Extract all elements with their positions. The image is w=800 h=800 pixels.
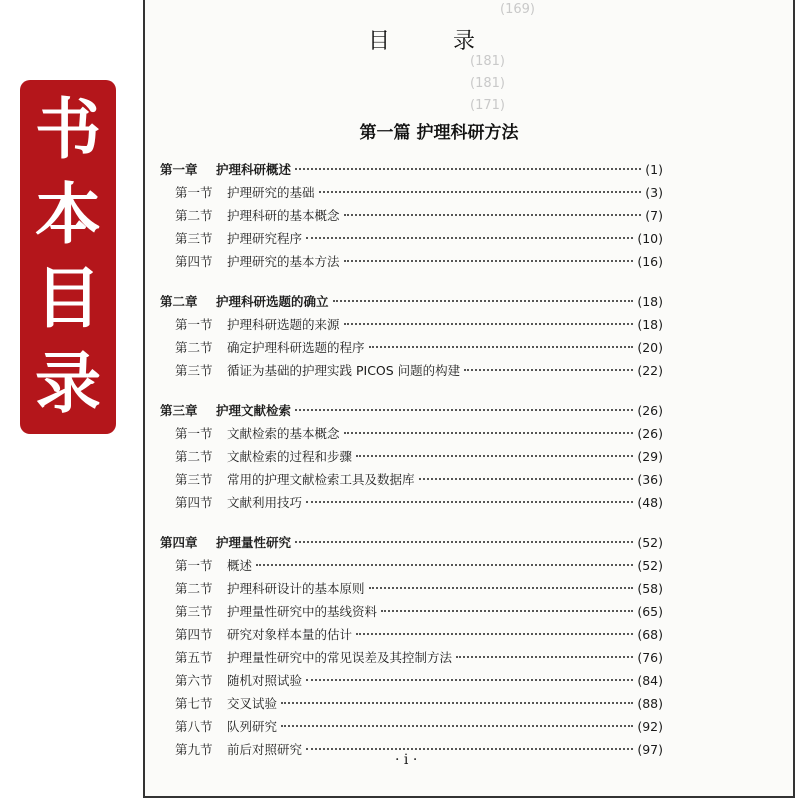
chapter-entry: [160, 533, 663, 556]
section-entry-title: 护理研究程序: [227, 231, 303, 246]
section-entry-number: 第二节: [175, 581, 213, 596]
section-entry-number: 第一节: [175, 317, 213, 332]
section-entry: [160, 470, 663, 493]
section-entry: [160, 183, 663, 206]
section-entry-number: 第五节: [175, 650, 213, 665]
section-entry-title: 研究对象样本量的估计: [227, 627, 353, 642]
chapter-entry-number: 第二章: [160, 294, 198, 309]
dot-leader: [344, 323, 634, 325]
section-entry-page: (92): [637, 719, 663, 734]
dot-leader: [369, 587, 634, 589]
section-entry-title: 循证为基础的护理实践 PICOS 问题的构建: [227, 363, 461, 378]
section-entry-number: 第四节: [175, 495, 213, 510]
section-entry-page: (16): [637, 254, 663, 269]
section-entry-page: (88): [637, 696, 663, 711]
chapter-entry-title: 护理科研概述: [216, 162, 292, 177]
section-entry-title: 常用的护理文献检索工具及数据库: [227, 472, 415, 487]
badge-char: 书: [35, 91, 101, 169]
section-entry-title: 护理量性研究中的常见误差及其控制方法: [227, 650, 453, 665]
dot-leader: [344, 260, 634, 262]
section-entry-title: 护理量性研究中的基线资料: [227, 604, 378, 619]
dot-leader: [306, 748, 633, 750]
section-entry: [160, 493, 663, 516]
section-entry-title: 护理科研选题的来源: [227, 317, 340, 332]
part-title: 第一篇 护理科研方法: [359, 123, 519, 143]
section-entry-page: (97): [637, 742, 663, 757]
section-entry-title: 护理科研的基本概念: [227, 208, 340, 223]
page-number-footer: · i ·: [395, 752, 418, 768]
dot-leader: [456, 656, 633, 658]
section-entry: [160, 424, 663, 447]
dot-leader: [295, 541, 633, 543]
chapter-entry-number: 第三章: [160, 403, 198, 418]
section-entry-title: 文献检索的过程和步骤: [227, 449, 353, 464]
section-entry-page: (65): [637, 604, 663, 619]
chapter-entry: [160, 160, 663, 183]
dot-leader: [419, 478, 634, 480]
dot-leader: [356, 455, 633, 457]
dot-leader: [356, 633, 633, 635]
section-entry-number: 第一节: [175, 185, 213, 200]
section-entry-number: 第一节: [175, 558, 213, 573]
section-entry-number: 第一节: [175, 426, 213, 441]
section-entry-page: (10): [637, 231, 663, 246]
section-entry: [160, 602, 663, 625]
section-entry-title: 确定护理科研选题的程序: [227, 340, 365, 355]
dot-leader: [306, 679, 633, 681]
section-entry-page: (18): [637, 317, 663, 332]
section-entry-number: 第三节: [175, 604, 213, 619]
section-entry-title: 护理科研设计的基本原则: [227, 581, 365, 596]
section-entry: [160, 447, 663, 470]
section-entry-page: (22): [637, 363, 663, 378]
section-entry: [160, 556, 663, 579]
section-entry-page: (52): [637, 558, 663, 573]
section-entry-title: 文献检索的基本概念: [227, 426, 340, 441]
section-entry-page: (76): [637, 650, 663, 665]
section-entry-page: (48): [637, 495, 663, 510]
section-entry-number: 第二节: [175, 208, 213, 223]
section-entry: [160, 361, 663, 384]
section-entry-number: 第四节: [175, 627, 213, 642]
section-entry: [160, 625, 663, 648]
section-entry: [160, 694, 663, 717]
section-entry-title: 文献利用技巧: [227, 495, 303, 510]
section-entry-page: (20): [637, 340, 663, 355]
chapter-entry-title: 护理量性研究: [216, 535, 292, 550]
badge-char: 目: [35, 260, 101, 338]
table-of-contents: [160, 160, 663, 763]
chapter-entry-page: (26): [637, 403, 663, 418]
section-entry-page: (84): [637, 673, 663, 688]
dot-leader: [295, 409, 633, 411]
section-entry-page: (58): [637, 581, 663, 596]
section-entry: [160, 338, 663, 361]
section-entry: [160, 648, 663, 671]
bleed-through-text: (169): [500, 2, 535, 17]
dot-leader: [306, 237, 633, 239]
chapter-entry-page: (18): [637, 294, 663, 309]
bleed-through-text: (181): [470, 54, 505, 69]
badge-char: 录: [35, 344, 101, 422]
chapter-entry: [160, 401, 663, 424]
section-entry-number: 第七节: [175, 696, 213, 711]
section-entry-page: (7): [645, 208, 663, 223]
section-entry: [160, 229, 663, 252]
section-entry-number: 第九节: [175, 742, 213, 757]
dot-leader: [281, 725, 633, 727]
dot-leader: [344, 214, 642, 216]
section-entry-title: 概述: [227, 558, 253, 573]
chapter-entry-title: 护理文献检索: [216, 403, 292, 418]
chapter-entry: [160, 292, 663, 315]
chapter-entry-page: (1): [645, 162, 663, 177]
dot-leader: [369, 346, 634, 348]
section-entry: [160, 717, 663, 740]
dot-leader: [256, 564, 633, 566]
section-entry-number: 第六节: [175, 673, 213, 688]
chapter-entry-number: 第一章: [160, 162, 198, 177]
section-entry-title: 护理研究的基本方法: [227, 254, 340, 269]
section-entry-page: (68): [637, 627, 663, 642]
chapter-entry-title: 护理科研选题的确立: [216, 294, 329, 309]
chapter-entry-page: (52): [637, 535, 663, 550]
dot-leader: [319, 191, 642, 193]
dot-leader: [333, 300, 634, 302]
section-entry-page: (26): [637, 426, 663, 441]
section-entry-page: (3): [645, 185, 663, 200]
section-entry: [160, 579, 663, 602]
section-entry: [160, 252, 663, 275]
section-entry-number: 第二节: [175, 340, 213, 355]
dot-leader: [464, 369, 633, 371]
section-entry-title: 护理研究的基础: [227, 185, 315, 200]
section-entry-title: 交叉试验: [227, 696, 278, 711]
bleed-through-text: (171): [470, 98, 505, 113]
section-entry: [160, 671, 663, 694]
page-title: 目 录: [368, 29, 503, 54]
section-entry-page: (29): [637, 449, 663, 464]
section-entry: [160, 206, 663, 229]
dot-leader: [344, 432, 634, 434]
dot-leader: [281, 702, 633, 704]
section-entry-number: 第三节: [175, 231, 213, 246]
dot-leader: [381, 610, 633, 612]
section-entry: [160, 315, 663, 338]
bleed-through-text: (181): [470, 76, 505, 91]
section-entry-title: 队列研究: [227, 719, 278, 734]
section-entry-number: 第八节: [175, 719, 213, 734]
section-entry-page: (36): [637, 472, 663, 487]
section-entry-number: 第四节: [175, 254, 213, 269]
section-entry-number: 第三节: [175, 363, 213, 378]
section-entry-title: 随机对照试验: [227, 673, 303, 688]
badge-char: 本: [35, 175, 101, 253]
section-entry-title: 前后对照研究: [227, 742, 303, 757]
section-entry-number: 第二节: [175, 449, 213, 464]
dot-leader: [306, 501, 633, 503]
section-entry-number: 第三节: [175, 472, 213, 487]
chapter-entry-number: 第四章: [160, 535, 198, 550]
dot-leader: [295, 168, 641, 170]
